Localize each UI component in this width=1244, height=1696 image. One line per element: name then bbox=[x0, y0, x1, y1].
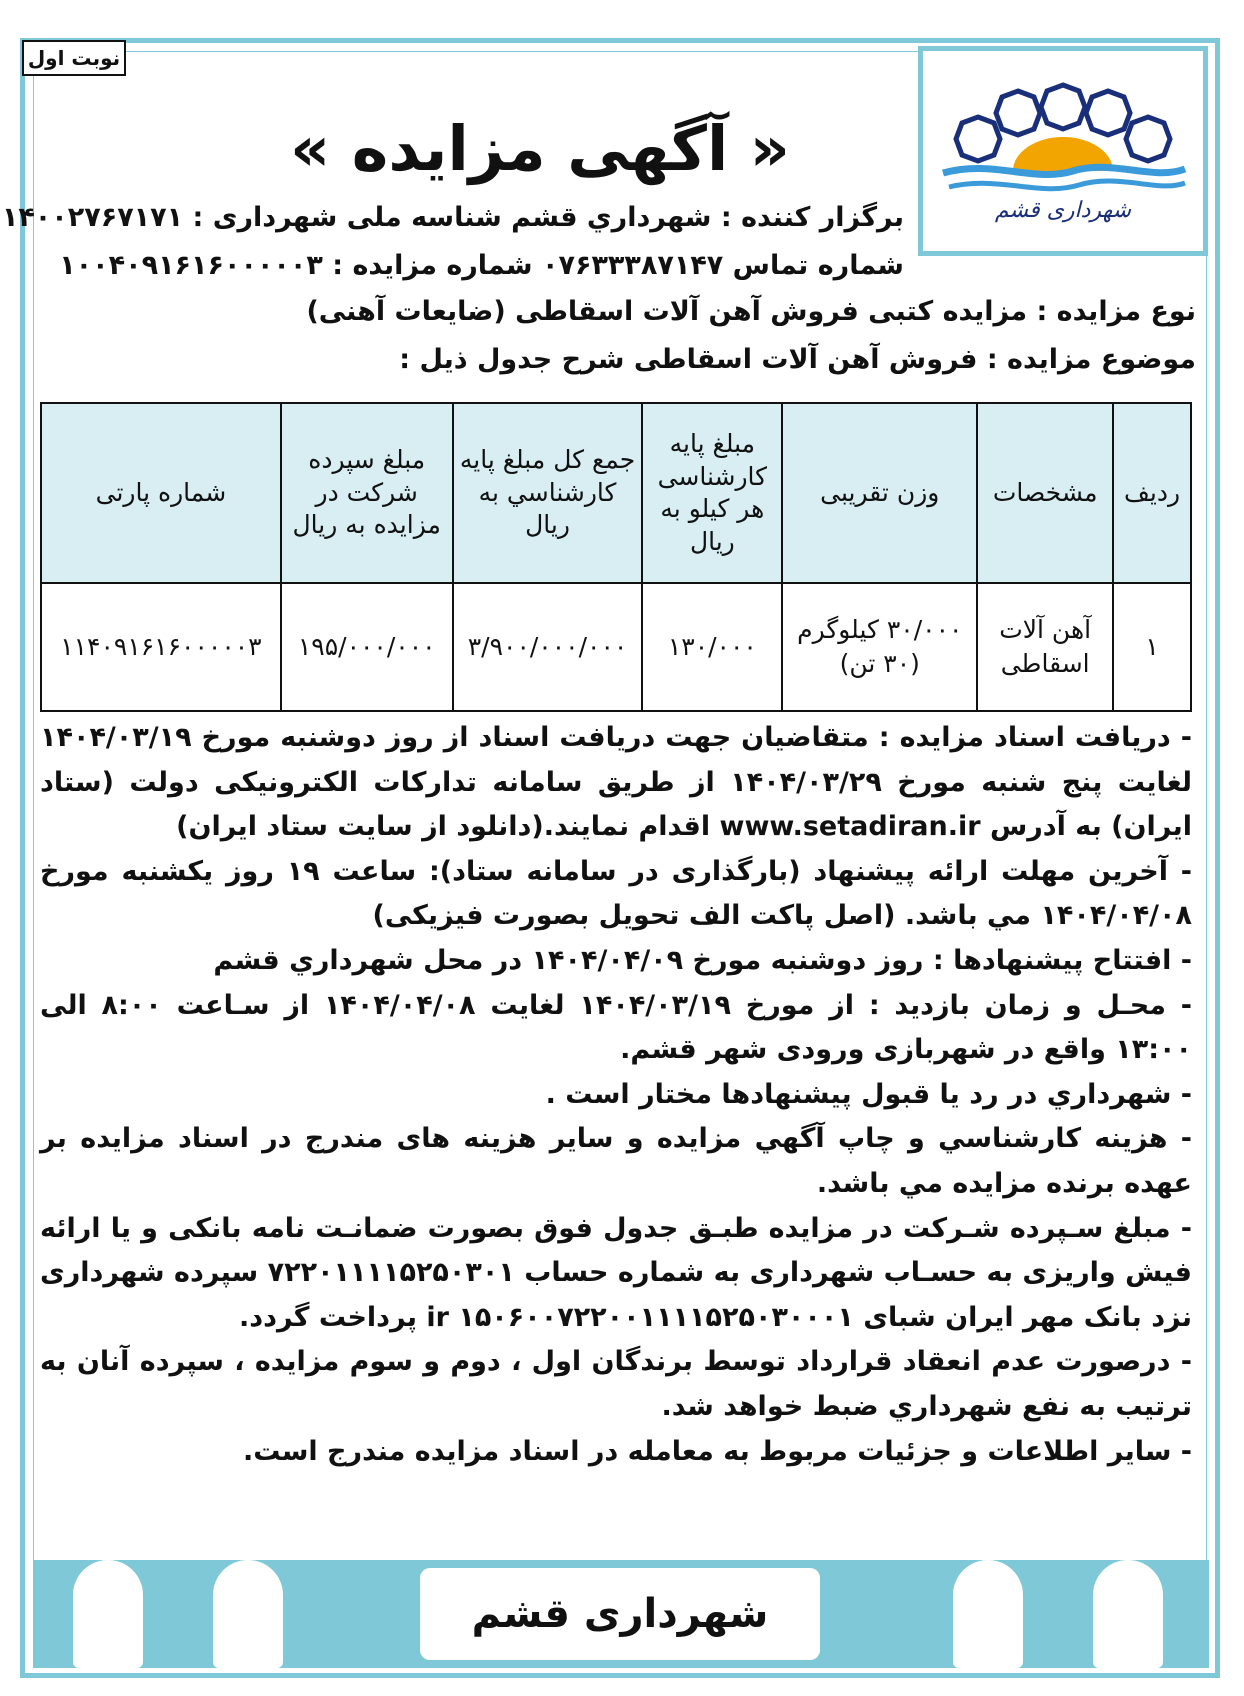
footer-ornament bbox=[73, 1560, 143, 1668]
cell-specs: آهن آلات اسقاطی bbox=[977, 583, 1113, 711]
costs-paragraph: - هزینه کارشناسي و چاپ آگهي مزایده و سایر هزینه های مندرج در اسناد مزایده بر عهده برنده مزایده مي باشد. bbox=[40, 1123, 1192, 1199]
municipality-logo bbox=[918, 46, 1208, 256]
cell-total-base-price: ۳/۹۰۰/۰۰۰/۰۰۰ bbox=[453, 583, 643, 711]
opening-label: - افتتاح پیشنهادها : bbox=[932, 944, 1192, 976]
footer-ornament bbox=[953, 1560, 1023, 1668]
deposit-paragraph: - مبلغ سـپرده شـرکت در مزایده طبـق جدول فوق بصورت ضمانـت نامه بانکی و یا ارائه فیش واریزی به حسـاب شهرداری به شماره حساب ۷۲۲۰۱۱۱۱۵۲۵۰۳۰۱ سپرده شهرداری نزد بانک مهر ایران شبای ir ۱۵۰۶۰۰۷۲۲۰۰۱۱۱۱۵۲۵۰۳۰۰۰۱ پرداخت گردد. bbox=[40, 1212, 1192, 1333]
header-total-base-price: جمع کل مبلغ پایه کارشناسي به ریال bbox=[453, 403, 643, 583]
documents-tail: اقدام نمایند.(دانلود از سایت ستاد ایران) bbox=[176, 811, 720, 843]
table-header-row bbox=[41, 403, 1191, 583]
logo-wave-2 bbox=[949, 181, 1185, 189]
visit-text: از مورخ ۱۴۰۴/۰۳/۱۹ لغایت ۱۴۰۴/۰۴/۰۸ از سـاعت ۸:۰۰ الی ۱۳:۰۰ واقع در شهربازی ورودی شهر قشم. bbox=[40, 989, 1192, 1066]
logo-caption: شهرداری قشم bbox=[994, 198, 1132, 223]
header-weight: وزن تقریبی bbox=[782, 403, 977, 583]
contact-line: شماره تماس ۰۷۶۳۳۳۸۷۱۴۷ شماره مزایده : ۱۰۰۴۰۹۱۶۱۶۰۰۰۰۰۳ bbox=[59, 250, 904, 281]
opening-text: روز دوشنبه مورخ ۱۴۰۴/۰۴/۰۹ در محل شهرداري قشم bbox=[213, 944, 933, 976]
auction-subject-line: موضوع مزایده : فروش آهن آلات اسقاطی شرح جدول ذیل : bbox=[399, 344, 1196, 375]
documents-label: - دریافت اسناد مزایده : bbox=[878, 722, 1192, 753]
rejection-right-paragraph: - شهرداري در رد یا قبول پیشنهادها مختار است . bbox=[545, 1078, 1192, 1110]
deadline-paragraph bbox=[40, 850, 1192, 939]
auction-type-line: نوع مزایده : مزایده کتبی فروش آهن آلات اسقاطی (ضایعات آهنی) bbox=[306, 296, 1196, 327]
forfeit-paragraph: - درصورت عدم انعقاد قرارداد توسط برندگان اول ، دوم و سوم مزایده ، سپرده آنان به ترتیب به نفع شهرداري ضبط خواهد شد. bbox=[40, 1346, 1192, 1422]
deadline-text: ساعت ۱۹ روز یکشنبه مورخ ۱۴۰۴/۰۴/۰۸ مي باشد. (اصل پاکت الف تحویل بصورت فیزیکی) bbox=[40, 855, 1192, 932]
header-specs: مشخصات bbox=[977, 403, 1113, 583]
footer-ornament bbox=[213, 1560, 283, 1668]
visit-label: - محـل و زمان بازدید : bbox=[868, 989, 1192, 1021]
cell-deposit: ۱۹۵/۰۰۰/۰۰۰ bbox=[281, 583, 453, 711]
items-table bbox=[40, 402, 1192, 712]
visit-paragraph bbox=[40, 984, 1192, 1073]
cell-weight: ۳۰/۰۰۰ کیلوگرم (۳۰ تن) bbox=[782, 583, 977, 711]
header-lot-number: شماره پارتی bbox=[41, 403, 281, 583]
footer-ornament bbox=[1093, 1560, 1163, 1668]
organizer-line: برگزار کننده : شهرداري قشم شناسه ملی شهرداری : ۱۴۰۰۲۷۶۷۱۷۱ bbox=[1, 202, 904, 233]
cell-base-price-per-kg: ۱۳۰/۰۰۰ bbox=[642, 583, 782, 711]
round-label: نوبت اول bbox=[22, 40, 126, 76]
setadiran-link[interactable]: www.setadiran.ir bbox=[719, 811, 981, 843]
opening-paragraph bbox=[40, 939, 1192, 984]
cell-lot-number: ۱۱۴۰۹۱۶۱۶۰۰۰۰۰۳ bbox=[41, 583, 281, 711]
notice-body bbox=[40, 716, 1192, 1474]
header-base-price-per-kg: مبلغ پایه کارشناسی هر کیلو به ریال bbox=[642, 403, 782, 583]
deadline-label: - آخرین مهلت ارائه پیشنهاد (بارگذاری در سامانه ستاد): bbox=[429, 855, 1192, 887]
cell-row-number: ۱ bbox=[1113, 583, 1191, 711]
page-title: « آگهی مزایده » bbox=[290, 112, 790, 185]
header-row-number: ردیف bbox=[1113, 403, 1191, 583]
header-deposit: مبلغ سپرده شرکت در مزایده به ریال bbox=[281, 403, 453, 583]
footer-signature: شهرداری قشم bbox=[420, 1568, 820, 1660]
documents-text: متقاضیان جهت دریافت اسناد از روز دوشنبه مورخ ۱۴۰۴/۰۳/۱۹ لغایت پنج شنبه مورخ ۱۴۰۴/۰۳/۲۹ از طریق سامانه تدارکات الکترونیکی دولت (ستاد ایران) به آدرس bbox=[40, 722, 1192, 843]
documents-paragraph bbox=[40, 716, 1192, 850]
other-info-paragraph: - سایر اطلاعات و جزئیات مربوط به معامله در اسناد مزایده مندرج است. bbox=[243, 1435, 1192, 1467]
table-row bbox=[41, 583, 1191, 711]
